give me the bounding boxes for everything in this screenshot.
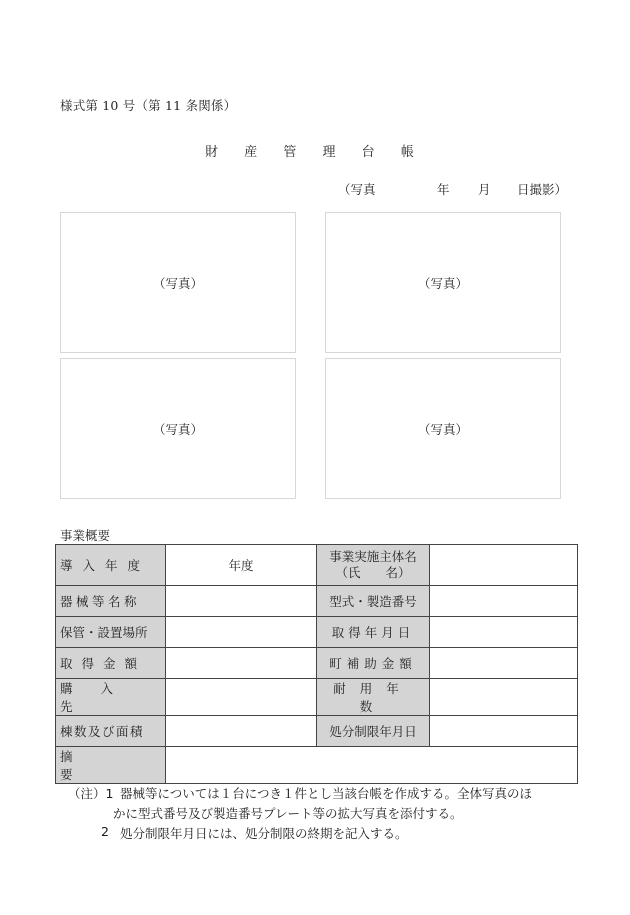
table-row	[56, 716, 578, 747]
label-model-serial	[317, 586, 430, 617]
label-text: 保管・設置場所	[60, 625, 148, 640]
label-text: 耐用年数	[333, 681, 413, 714]
equipment-name-field[interactable]	[166, 586, 317, 617]
photo-placeholder: （写真）	[417, 275, 468, 291]
table-row	[56, 617, 578, 648]
photo-date-prefix: （写真	[338, 182, 376, 197]
label-text: 処分制限年月日	[329, 724, 417, 739]
label-text: 器械等名称	[60, 594, 141, 609]
year-unit: 年度	[228, 558, 254, 573]
label-text: 摘要	[60, 749, 133, 782]
label-service-life	[317, 679, 430, 716]
photo-placeholder: （写真）	[152, 421, 203, 437]
service-life-field[interactable]	[430, 679, 578, 716]
title-text: 財 産 管 理 台 帳	[205, 145, 425, 160]
label-implementing-entity	[317, 545, 430, 586]
note-1-line2: かに型式番号及び製造番号プレート等の拡大写真を添付する。	[113, 806, 463, 821]
label-text: 取得年月日	[331, 625, 415, 640]
label-remarks	[56, 747, 166, 784]
photo-placeholder: （写真）	[152, 275, 203, 291]
photo-date-month: 月	[478, 182, 491, 197]
disposal-limit-date-field[interactable]	[430, 716, 578, 747]
remarks-field[interactable]	[166, 747, 578, 784]
table-row	[56, 648, 578, 679]
photo-placeholder: （写真）	[417, 421, 468, 437]
label-text: 棟数及び面積	[60, 724, 145, 739]
supplier-field[interactable]	[166, 679, 317, 716]
label-acquisition-date	[317, 617, 430, 648]
town-subsidy-field[interactable]	[430, 648, 578, 679]
photo-date-year: 年	[437, 182, 450, 197]
storage-location-field[interactable]	[166, 617, 317, 648]
label-equipment-name	[56, 586, 166, 617]
note-2-label: 2	[101, 824, 109, 839]
table-row	[56, 747, 578, 784]
label-introduction-year	[56, 545, 166, 586]
label-buildings-area	[56, 716, 166, 747]
photo-box-top-left	[60, 212, 296, 353]
model-serial-field[interactable]	[430, 586, 578, 617]
section-label: 事業概要	[60, 528, 111, 543]
photo-box-bottom-right	[325, 358, 561, 499]
label-supplier	[56, 679, 166, 716]
note-2-text: 処分制限年月日には、処分制限の終期を記入する。	[120, 826, 408, 841]
note-1-line1: 器械等については１台につき１件とし当該台帳を作成する。全体写真のほ	[120, 786, 533, 801]
photo-date-day: 日撮影）	[517, 182, 568, 197]
table-row	[56, 679, 578, 716]
label-text: 取得金額	[60, 656, 147, 671]
label-text-line1: 事業実施主体名	[329, 549, 417, 564]
introduction-year-field[interactable]	[166, 545, 317, 586]
project-overview-table	[55, 544, 578, 784]
label-text: 導入年度	[60, 558, 151, 573]
label-acquisition-amount	[56, 648, 166, 679]
photo-box-top-right	[325, 212, 561, 353]
buildings-area-field[interactable]	[166, 716, 317, 747]
label-text: 購入先	[60, 681, 142, 714]
acquisition-date-field[interactable]	[430, 617, 578, 648]
label-text-line2: （氏 名）	[335, 565, 411, 580]
table-row	[56, 545, 578, 586]
label-disposal-limit-date	[317, 716, 430, 747]
label-text: 町補助金額	[329, 656, 417, 671]
photo-box-bottom-left	[60, 358, 296, 499]
table-row	[56, 586, 578, 617]
implementing-entity-field[interactable]	[430, 545, 578, 586]
note-1-label: （注）1	[68, 786, 114, 801]
form-number: 様式第 10 号（第 11 条関係）	[60, 98, 237, 113]
document-title	[0, 141, 630, 160]
label-town-subsidy	[317, 648, 430, 679]
label-text: 型式・製造番号	[329, 594, 417, 609]
acquisition-amount-field[interactable]	[166, 648, 317, 679]
label-storage-location	[56, 617, 166, 648]
